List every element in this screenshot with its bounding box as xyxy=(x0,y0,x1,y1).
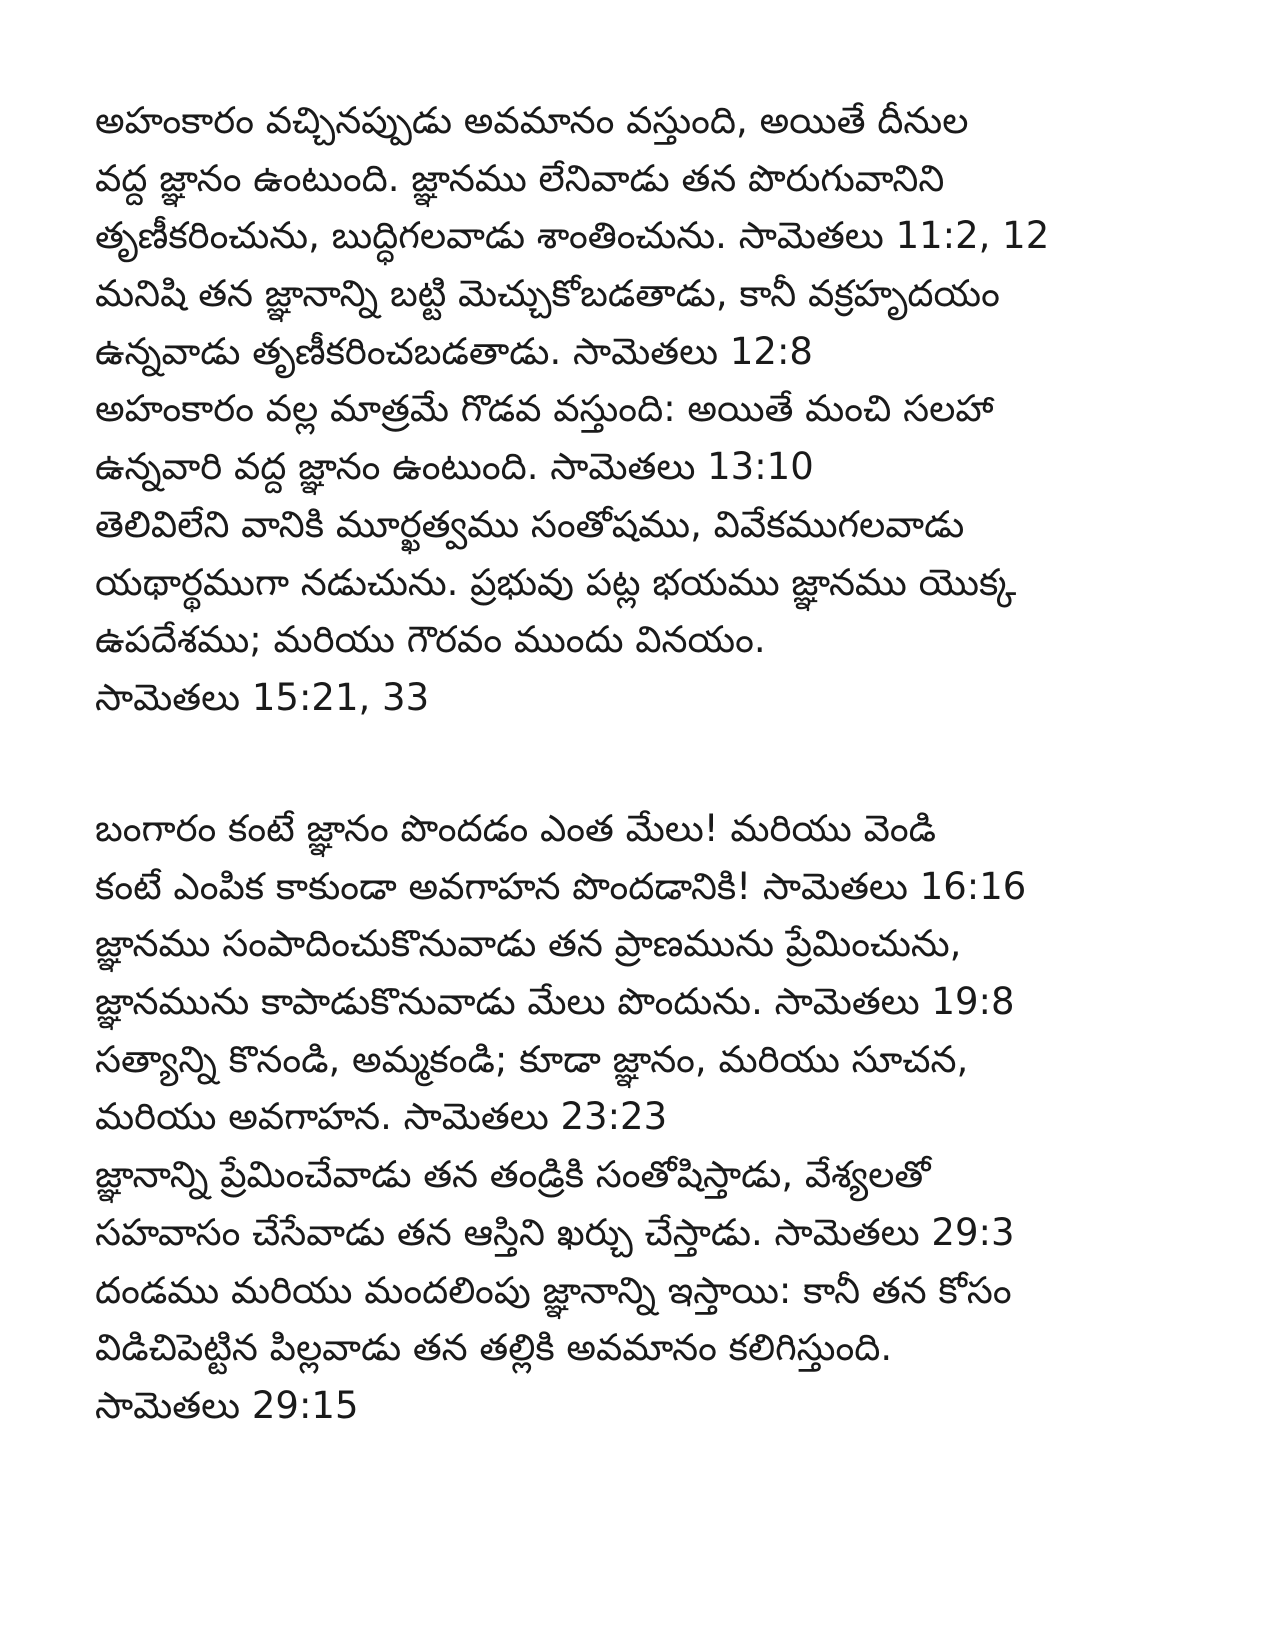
text-line: యథార్థముగా నడుచును. ప్రభువు పట్ల భయము జ్ఞానము యొక్క xyxy=(95,560,1017,604)
text-line: అహంకారం వచ్చినప్పుడు అవమానం వస్తుంది, అయితే దీనుల xyxy=(95,99,969,142)
proverbs-paragraph-1 xyxy=(95,92,1215,727)
text-line: బంగారం కంటే జ్ఞానం పొందడం ఎంత మేలు! మరియు వెండి xyxy=(95,807,937,850)
text-line: ఉపదేశము; మరియు గౌరవం ముందు వినయం. xyxy=(95,618,766,662)
text-line: సత్యాన్ని కొనండి, అమ్మకండి; కూడా జ్ఞానం, మరియు సూచన, xyxy=(95,1037,969,1081)
text-line: తెలివిలేని వానికి మూర్ఖత్వము సంతోషము, వివేకముగలవాడు xyxy=(95,502,965,546)
text-line: వద్ద జ్ఞానం ఉంటుంది. జ్ఞానము లేనివాడు తన పొరుగువానిని xyxy=(95,156,945,200)
text-line: కంటే ఎంపిక కాకుండా అవగాహన పొందడానికి! సామెతలు 16:16 xyxy=(95,864,1027,908)
text-line: అహంకారం వల్ల మాత్రమే గొడవ వస్తుంది: అయితే మంచి సలహా xyxy=(95,387,994,431)
text-line: జ్ఞానమును కాపాడుకొనువాడు మేలు పొందును. సామెతలు 19:8 xyxy=(95,980,1015,1024)
text-line: దండము మరియు మందలింపు జ్ఞానాన్ని ఇస్తాయి: కానీ తన కోసం xyxy=(95,1268,1012,1312)
text-line: విడిచిపెట్టిన పిల్లవాడు తన తల్లికి అవమానం కలిగిస్తుంది. xyxy=(95,1326,893,1370)
text-line: జ్ఞానాన్ని ప్రేమించేవాడు తన తండ్రికి సంతోషిస్తాడు, వేశ్యలతో xyxy=(95,1153,931,1197)
text-line: మనిషి తన జ్ఞానాన్ని బట్టి మెచ్చుకోబడతాడు, కానీ వక్రహృదయం xyxy=(95,272,1000,316)
text-line: సామెతలు 15:21, 33 xyxy=(95,675,430,719)
text-line: మరియు అవగాహన. సామెతలు 23:23 xyxy=(95,1095,668,1139)
text-line: ఉన్నవాడు తృణీకరించబడతాడు. సామెతలు 12:8 xyxy=(95,329,813,373)
text-line: జ్ఞానము సంపాదించుకొనువాడు తన ప్రాణమును ప్రేమించును, xyxy=(95,922,962,966)
text-line: ఉన్నవారి వద్ద జ్ఞానం ఉంటుంది. సామెతలు 13:10 xyxy=(95,445,814,489)
text-line: సహవాసం చేసేవాడు తన ఆస్తిని ఖర్చు చేస్తాడు. సామెతలు 29:3 xyxy=(95,1210,1015,1254)
text-line: సామెతలు 29:15 xyxy=(95,1383,359,1427)
proverbs-paragraph-2 xyxy=(95,800,1215,1435)
text-line: తృణీకరించును, బుద్ధిగలవాడు శాంతించును. సామెతలు 11:2, 12 xyxy=(95,214,1050,258)
